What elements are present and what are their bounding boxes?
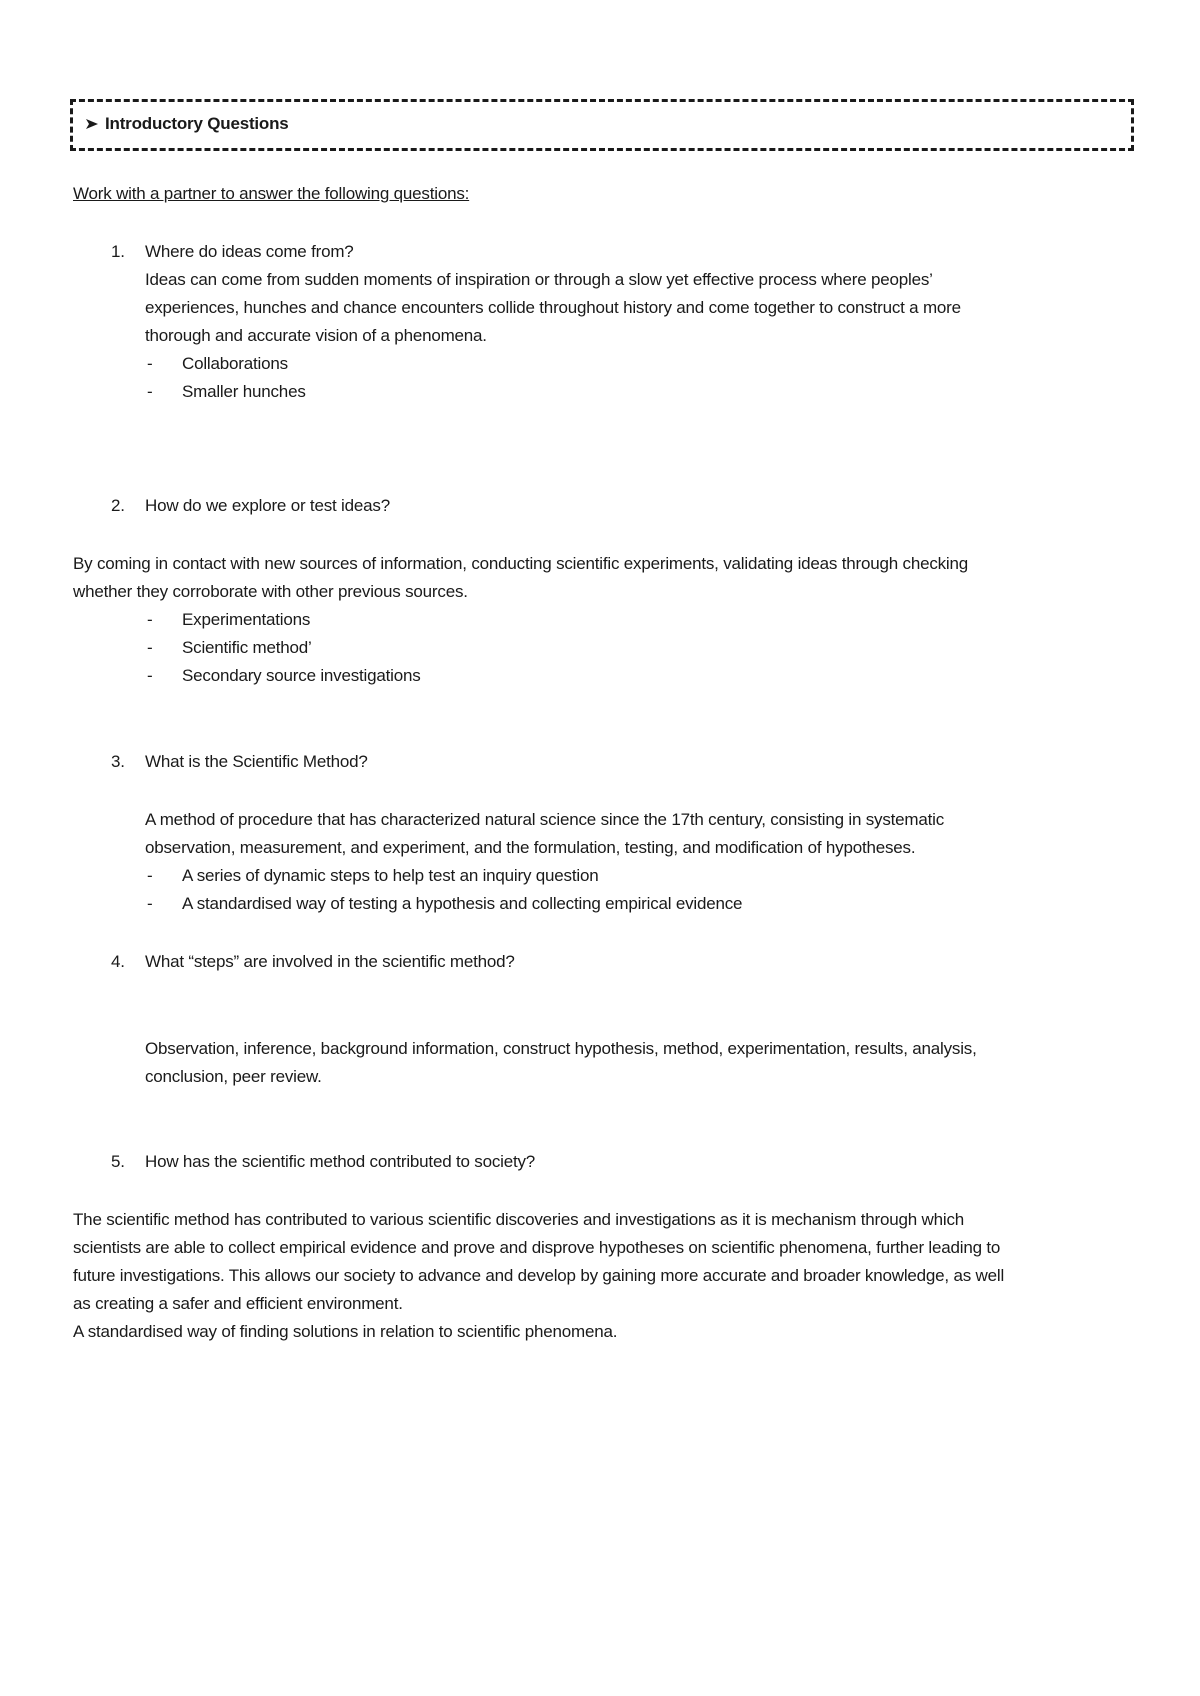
bullet-marker: - — [147, 382, 153, 401]
answer-line: Ideas can come from sudden moments of inspiration or through a slow yet effective process where peoples’ — [145, 270, 933, 289]
bullet-item: Smaller hunches — [182, 382, 306, 401]
bullet-marker: - — [147, 894, 153, 913]
question-number: 4. — [111, 952, 125, 971]
bullet-marker: - — [147, 638, 153, 657]
answer-line: as creating a safer and efficient environment. — [73, 1294, 403, 1313]
bullet-item: A standardised way of testing a hypothesis and collecting empirical evidence — [182, 894, 743, 913]
section-heading-box — [70, 99, 1134, 151]
question-number: 2. — [111, 496, 125, 515]
instruction-text: Work with a partner to answer the following questions: — [73, 184, 470, 203]
question-number: 3. — [111, 752, 125, 771]
answer-line: By coming in contact with new sources of information, conducting scientific experiments, validating ideas through checking — [73, 554, 969, 573]
answer-line: observation, measurement, and experiment, and the formulation, testing, and modification of hypotheses. — [145, 838, 916, 857]
answer-line: conclusion, peer review. — [145, 1067, 322, 1086]
question-text: What is the Scientific Method? — [145, 752, 368, 771]
answer-line: experiences, hunches and chance encounters collide throughout history and come together to construct a more — [145, 298, 961, 317]
question-text: How do we explore or test ideas? — [145, 496, 390, 515]
answer-line: scientists are able to collect empirical evidence and prove and disprove hypotheses on scientific phenomena, further leading to — [73, 1238, 1001, 1257]
question-text: Where do ideas come from? — [145, 242, 354, 261]
bullet-item: Collaborations — [182, 354, 288, 373]
bullet-marker: - — [147, 354, 153, 373]
bullet-item: Secondary source investigations — [182, 666, 421, 685]
question-text: How has the scientific method contributed to society? — [145, 1152, 536, 1171]
bullet-marker: - — [147, 866, 153, 885]
section-heading-title: Introductory Questions — [105, 114, 289, 133]
section-heading — [85, 114, 289, 134]
answer-line: A method of procedure that has characterized natural science since the 17th century, consisting in systematic — [145, 810, 945, 829]
answer-line: future investigations. This allows our society to advance and develop by gaining more accurate and broader knowledge, as well — [73, 1266, 1005, 1285]
answer-line: whether they corroborate with other previous sources. — [73, 582, 468, 601]
arrow-bullet-icon — [85, 117, 99, 131]
answer-line: The scientific method has contributed to various scientific discoveries and investigations as it is mechanism through which — [73, 1210, 965, 1229]
bullet-marker: - — [147, 610, 153, 629]
question-number: 5. — [111, 1152, 125, 1171]
bullet-marker: - — [147, 666, 153, 685]
bullet-item: Scientific method’ — [182, 638, 312, 657]
answer-line: A standardised way of finding solutions in relation to scientific phenomena. — [73, 1322, 618, 1341]
answer-line: Observation, inference, background information, construct hypothesis, method, experimentation, results, analysis, — [145, 1039, 977, 1058]
bullet-item: Experimentations — [182, 610, 311, 629]
question-number: 1. — [111, 242, 125, 261]
bullet-item: A series of dynamic steps to help test an inquiry question — [182, 866, 599, 885]
question-text: What “steps” are involved in the scientific method? — [145, 952, 515, 971]
answer-line: thorough and accurate vision of a phenomena. — [145, 326, 487, 345]
